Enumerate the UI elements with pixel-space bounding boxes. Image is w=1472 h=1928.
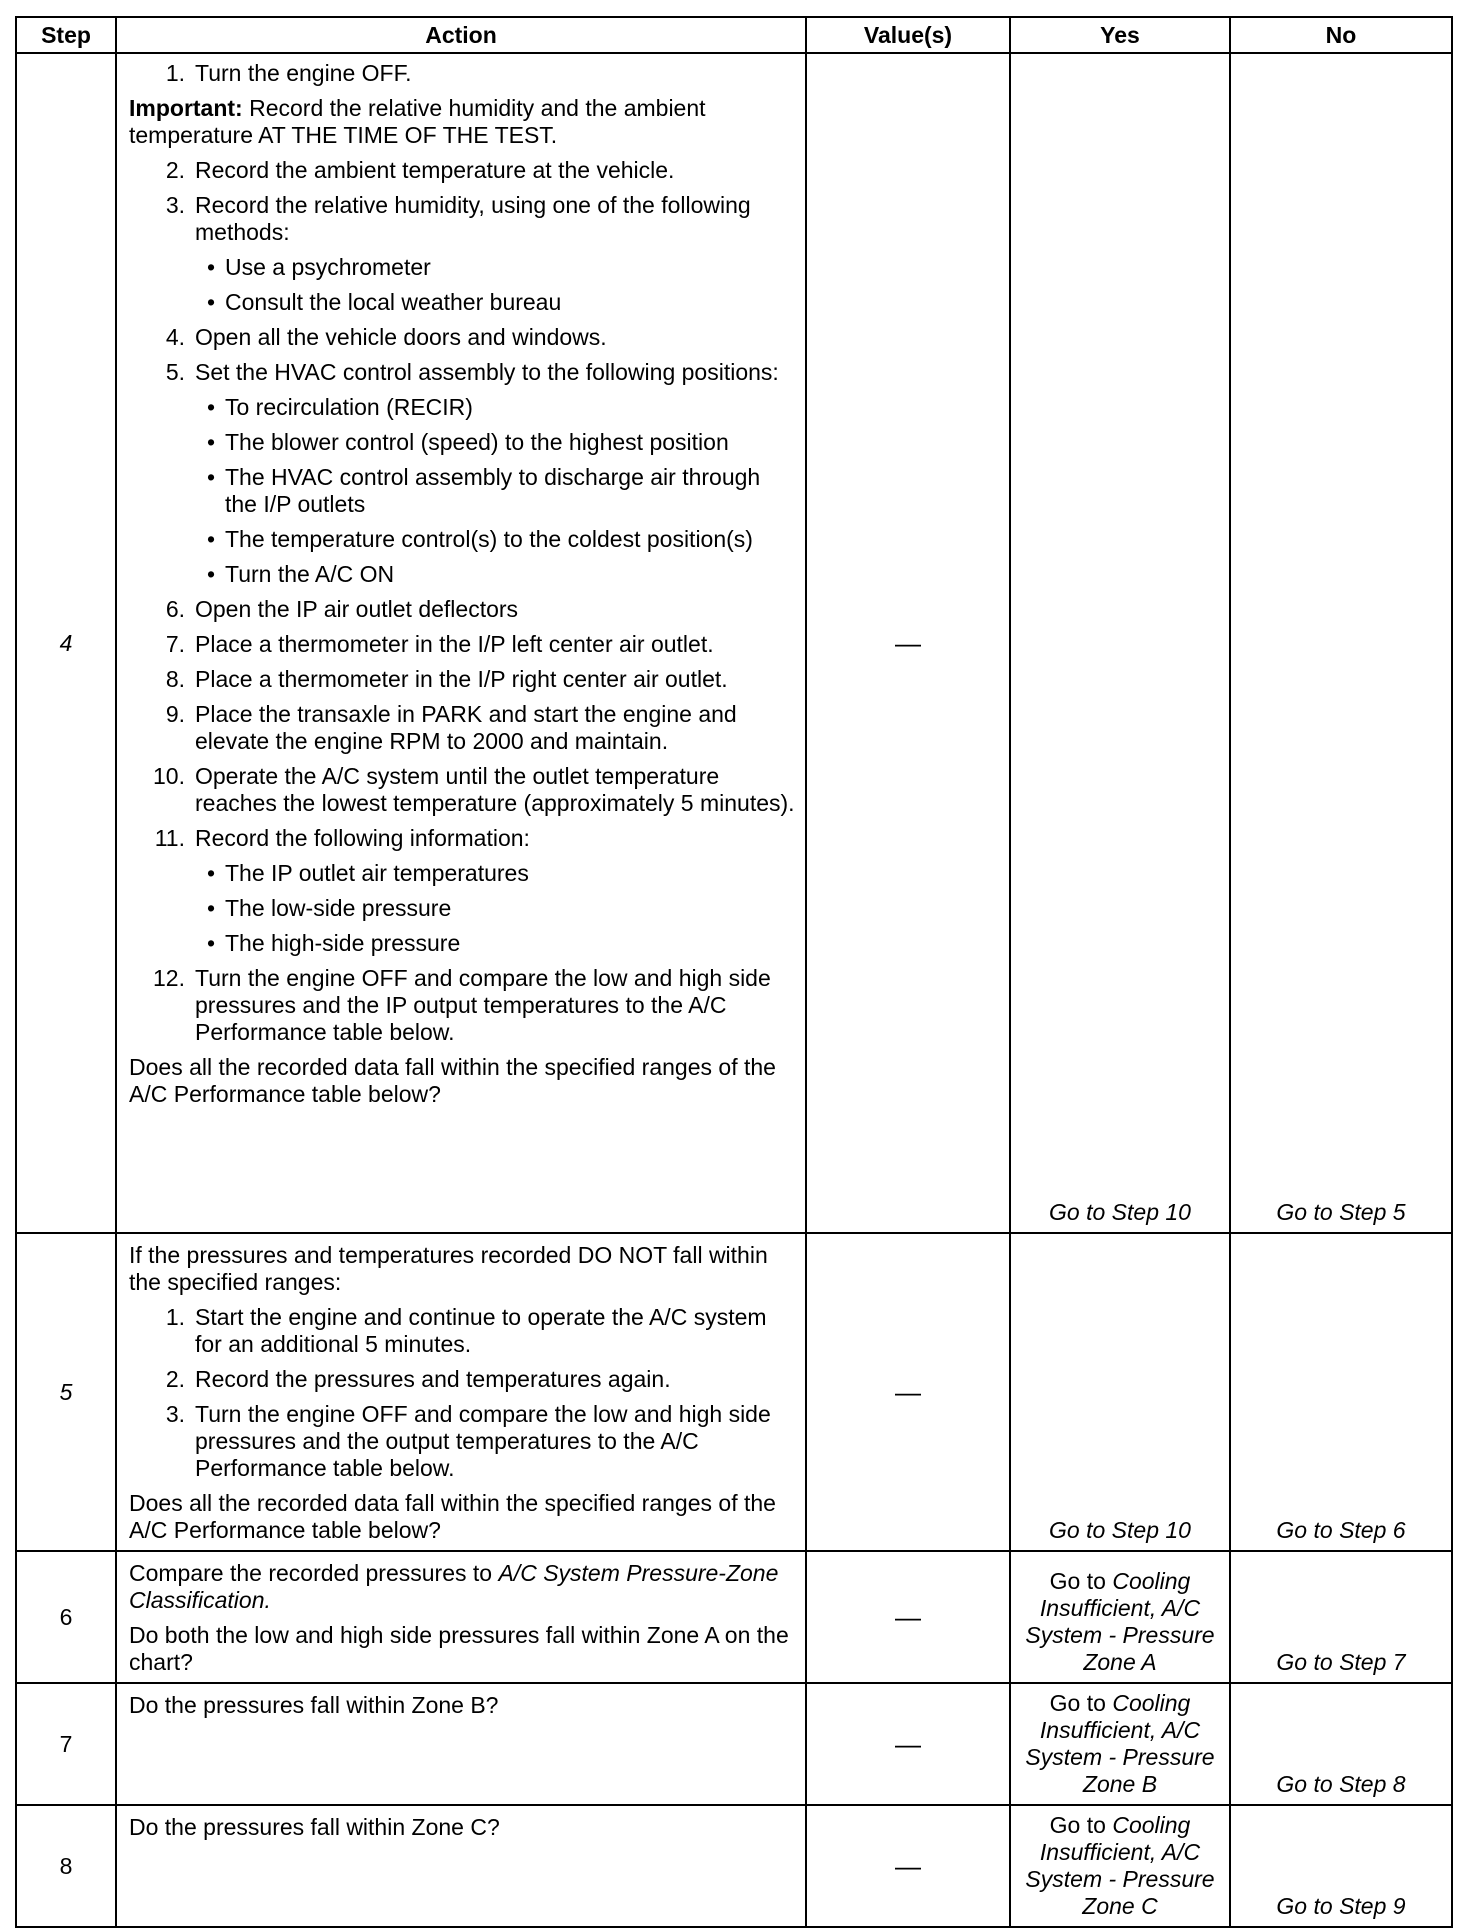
table-row-step-8 [16, 1805, 1452, 1927]
yes-cell [1010, 1683, 1230, 1805]
bullet-item: • The blower control (speed) to the highest position [207, 429, 729, 455]
bullet-item: • The low-side pressure [207, 895, 452, 921]
bullet-item: • Use a psychrometer [207, 254, 431, 280]
compare-text: Compare the recorded pressures to A/C System Pressure-Zone Classification. [129, 1560, 779, 1613]
value-cell: — [806, 53, 1010, 1233]
step-number: 4 [16, 53, 116, 1233]
table-row-step-5 [16, 1233, 1452, 1551]
header-row [16, 17, 1452, 53]
bullet-item: • Turn the A/C ON [207, 561, 395, 587]
list-item: 4. Open all the vehicle doors and windows. [165, 324, 607, 350]
table-row-step-6 [16, 1551, 1452, 1683]
reference-link: Cooling Insufficient, A/C System - Pressure Zone C [1025, 1812, 1215, 1919]
value-cell: — [806, 1683, 1010, 1805]
diagnostic-table [15, 16, 1453, 1928]
no-cell [1230, 53, 1452, 1233]
question-text: Do the pressures fall within Zone C? [129, 1814, 500, 1840]
no-cell [1230, 1233, 1452, 1551]
reference-link: Cooling Insufficient, A/C System - Pressure Zone B [1025, 1690, 1215, 1797]
action-cell [116, 1551, 806, 1683]
bullet-item: • The temperature control(s) to the coldest position(s) [207, 526, 753, 552]
bullet-item: • The IP outlet air temperatures [207, 860, 529, 886]
list-item: 11. Record the following information: [154, 825, 530, 851]
header-yes: Yes [1010, 17, 1230, 53]
no-goto: Go to Step 9 [1276, 1893, 1406, 1919]
yes-goto: Go to Step 10 [1049, 1199, 1191, 1225]
no-goto: Go to Step 6 [1276, 1517, 1406, 1543]
no-goto: Go to Step 5 [1276, 1199, 1406, 1225]
header-step: Step [16, 17, 116, 53]
value-cell: — [806, 1551, 1010, 1683]
important-note: Important: Record the relative humidity and the ambient temperature AT THE TIME OF THE TEST. [129, 95, 706, 148]
list-item: 12. Turn the engine OFF and compare the low and high side pressures and the IP output temperatures to the A/C Performance table below. [153, 965, 771, 1045]
list-item: 9. Place the transaxle in PARK and start the engine and elevate the engine RPM to 2000 and maintain. [165, 701, 737, 754]
yes-goto: Go to Cooling Insufficient, A/C System - Pressure Zone A [1025, 1568, 1215, 1675]
question-text: Do the pressures fall within Zone B? [129, 1692, 499, 1718]
list-item: 1. Start the engine and continue to operate the A/C system for an additional 5 minutes. [165, 1304, 767, 1357]
action-cell [116, 1683, 806, 1805]
yes-goto: Go to Step 10 [1049, 1517, 1191, 1543]
action-cell [116, 53, 806, 1233]
no-cell [1230, 1805, 1452, 1927]
list-item: 2. Record the ambient temperature at the vehicle. [165, 157, 675, 183]
bullet-item: • The high-side pressure [207, 930, 461, 956]
yes-goto: Go to Cooling Insufficient, A/C System - Pressure Zone B [1025, 1690, 1215, 1797]
bullet-item: • To recirculation (RECIR) [207, 394, 473, 420]
no-cell [1230, 1551, 1452, 1683]
no-goto: Go to Step 8 [1276, 1771, 1406, 1797]
list-item: 7. Place a thermometer in the I/P left center air outlet. [165, 631, 714, 657]
bullet-item: • The HVAC control assembly to discharge air through the I/P outlets [207, 464, 761, 517]
list-item: 3. Turn the engine OFF and compare the low and high side pressures and the output temperatures to the A/C Performance table below. [165, 1401, 771, 1481]
header-no: No [1230, 17, 1452, 53]
yes-cell [1010, 53, 1230, 1233]
header-action: Action [116, 17, 806, 53]
list-item: 1. Turn the engine OFF. [165, 60, 412, 86]
header-values: Value(s) [806, 17, 1010, 53]
reference-link: Cooling Insufficient, A/C System - Pressure Zone A [1025, 1568, 1215, 1675]
value-cell: — [806, 1805, 1010, 1927]
no-goto: Go to Step 7 [1276, 1649, 1406, 1675]
reference-link: A/C System Pressure-Zone Classification. [129, 1560, 779, 1613]
bullet-item: • Consult the local weather bureau [207, 289, 562, 315]
step-number: 7 [16, 1683, 116, 1805]
yes-cell [1010, 1233, 1230, 1551]
step-number: 6 [16, 1551, 116, 1683]
yes-goto: Go to Cooling Insufficient, A/C System - Pressure Zone C [1025, 1812, 1215, 1919]
no-cell [1230, 1683, 1452, 1805]
action-cell [116, 1233, 806, 1551]
question-text: Do both the low and high side pressures fall within Zone A on the chart? [129, 1622, 789, 1675]
intro-text: If the pressures and temperatures recorded DO NOT fall within the specified ranges: [129, 1242, 768, 1295]
question-text: Does all the recorded data fall within the specified ranges of the A/C Performance table below? [129, 1490, 776, 1543]
step-number: 8 [16, 1805, 116, 1927]
value-cell: — [806, 1233, 1010, 1551]
list-item: 3. Record the relative humidity, using one of the following methods: [165, 192, 751, 245]
list-item: 8. Place a thermometer in the I/P right center air outlet. [165, 666, 728, 692]
list-item: 6. Open the IP air outlet deflectors [165, 596, 519, 622]
yes-cell [1010, 1551, 1230, 1683]
step-number: 5 [16, 1233, 116, 1551]
list-item: 5. Set the HVAC control assembly to the following positions: [165, 359, 779, 385]
question-text: Does all the recorded data fall within the specified ranges of the A/C Performance table below? [129, 1054, 776, 1107]
yes-cell [1010, 1805, 1230, 1927]
table-row-step-7 [16, 1683, 1452, 1805]
list-item: 10. Operate the A/C system until the outlet temperature reaches the lowest temperature (approximately 5 minutes). [153, 763, 795, 816]
list-item: 2. Record the pressures and temperatures again. [165, 1366, 671, 1392]
table-row-step-4 [16, 53, 1452, 1233]
action-cell [116, 1805, 806, 1927]
